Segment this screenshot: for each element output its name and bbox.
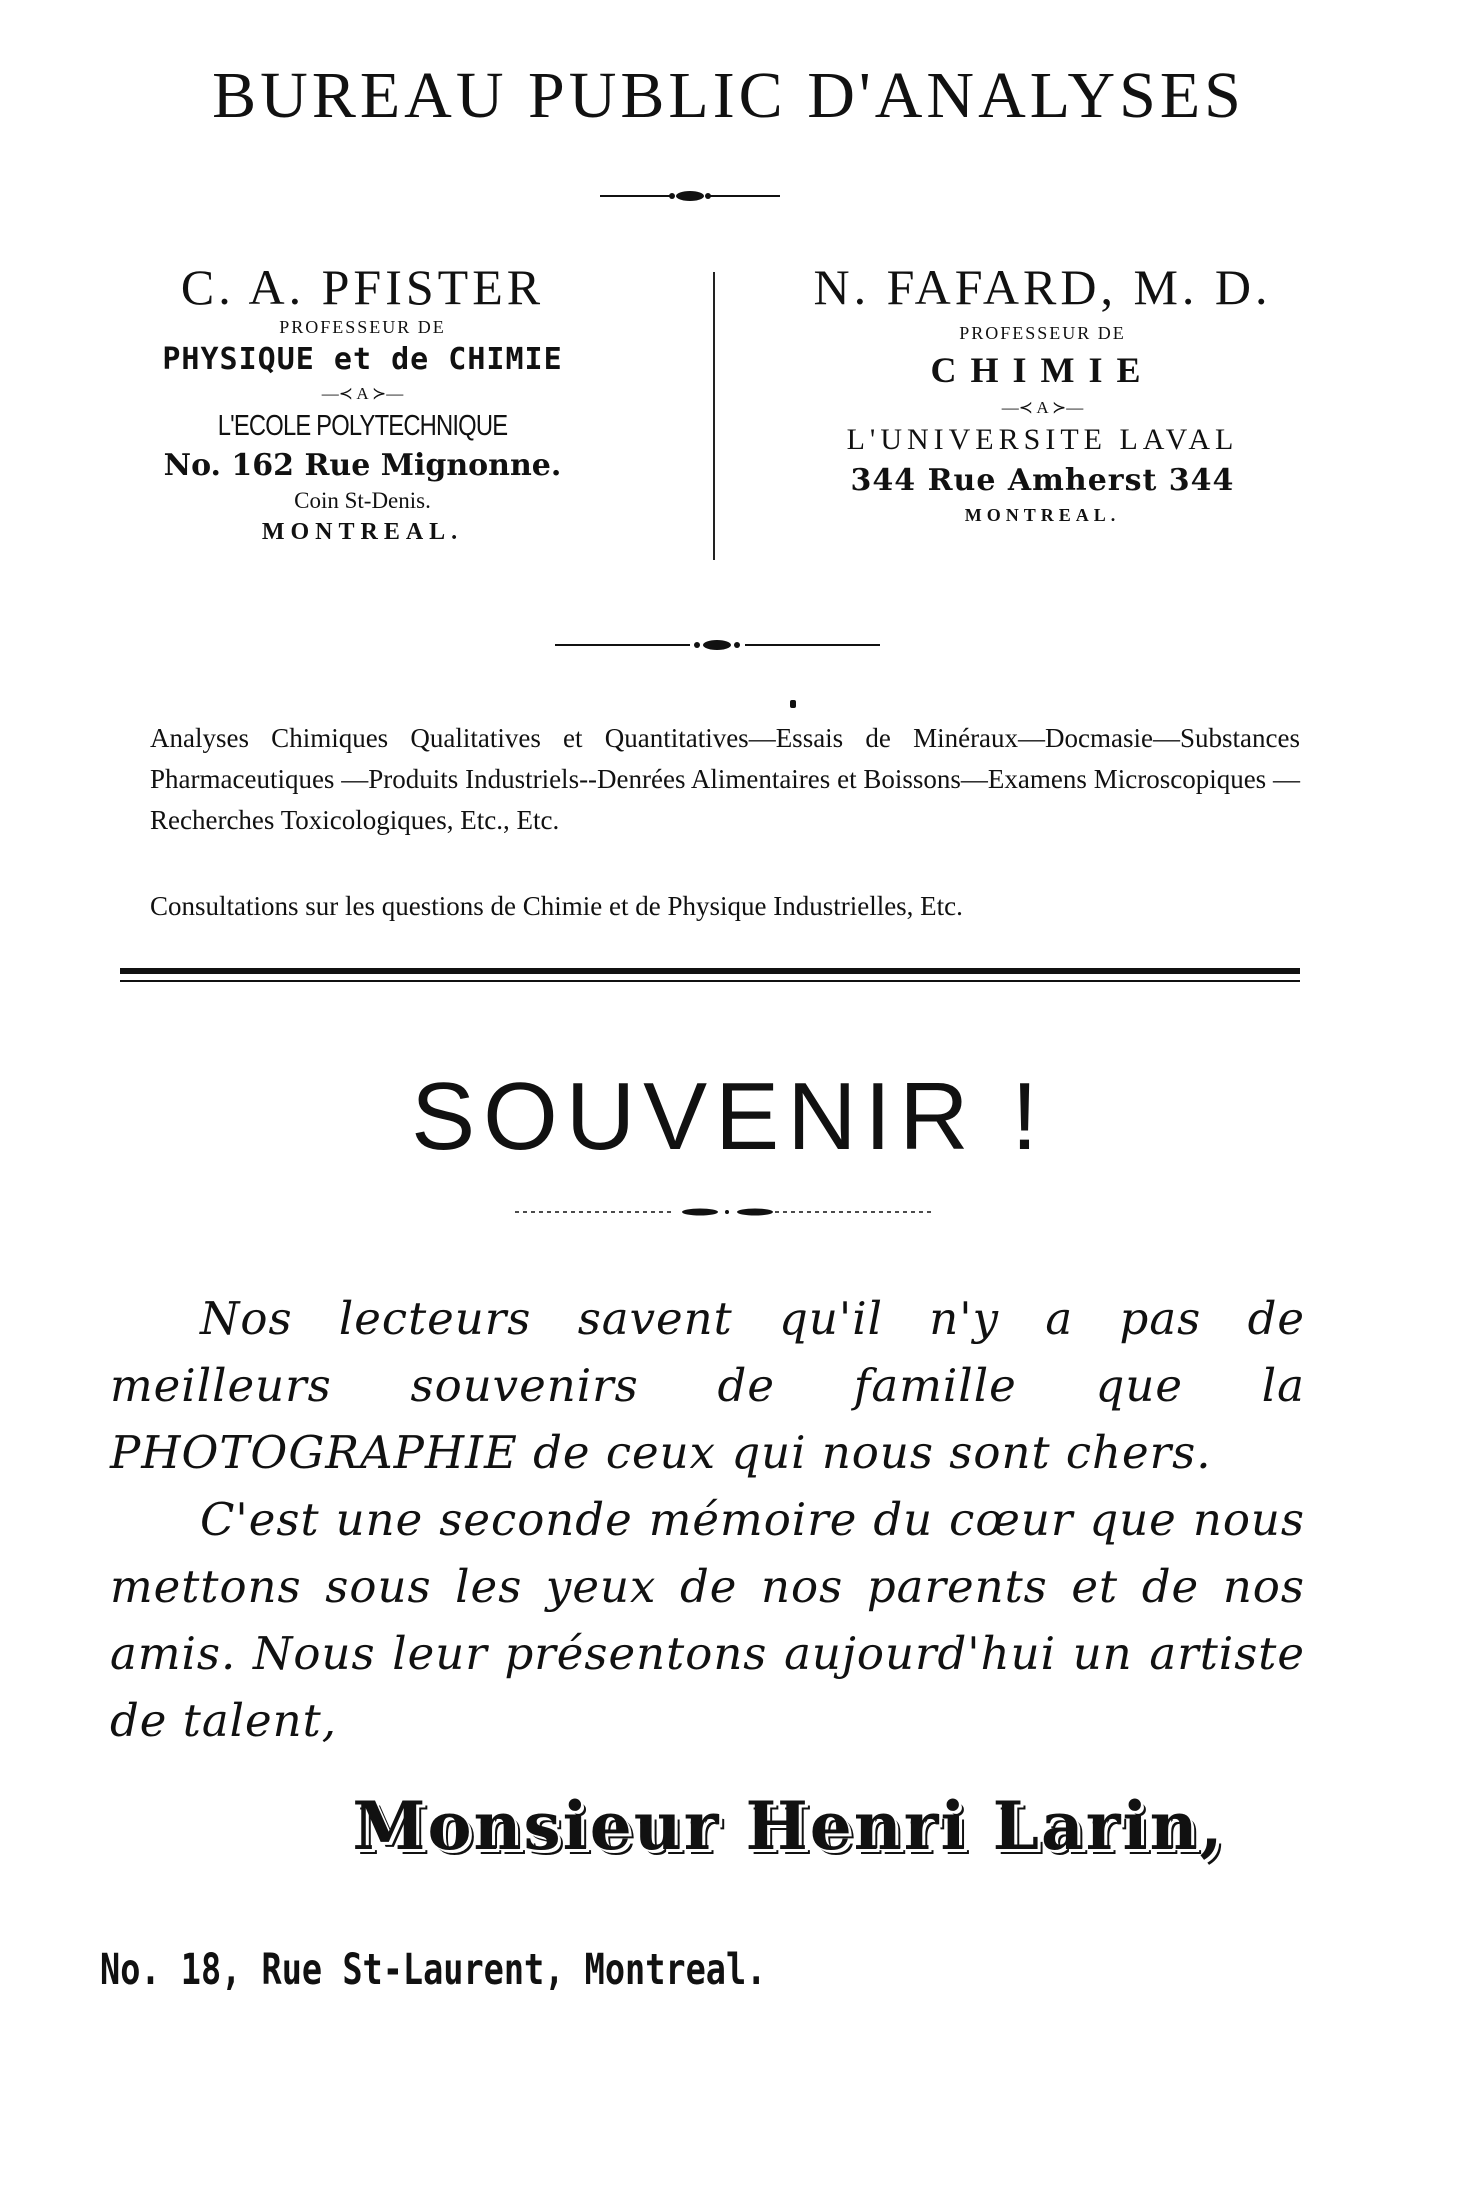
services-list: Analyses Chimiques Qualitatives et Quantitatives—Essais de Minéraux—Docmasie—Substances Pharmaceutiques —Produits Industriels--Denrées Alimentaires et Boissons—Examens Microscopiques — Recherches Toxicologiques, Etc., Etc. — [150, 723, 1300, 835]
left-professor-block — [95, 258, 630, 548]
right-a-label: A — [1036, 398, 1048, 417]
left-professor-name: C. A. PFISTER — [180, 259, 545, 315]
left-school: L'ECOLE POLYTECHNIQUE — [217, 410, 508, 442]
page-title: BUREAU PUBLIC D'ANALYSES — [212, 59, 1245, 132]
left-subject: PHYSIQUE et de CHIMIE — [162, 342, 563, 377]
right-subject: CHIMIE — [930, 350, 1155, 390]
souvenir-paragraph-1: Nos lecteurs savent qu'il n'y a pas de meilleurs souvenirs de famille que la PHOTOGRAPHIE de ceux qui nous sont chers. — [110, 1292, 1305, 1479]
ornament-divider-top — [600, 188, 780, 204]
right-a-line: —≺ A ≻— — [1001, 398, 1084, 417]
souvenir-heading: SOUVENIR ! — [411, 1063, 1046, 1170]
section-rule-thin — [120, 980, 1300, 982]
souvenir-paragraph-2: C'est une seconde mémoire du cœur que nous mettons sous les yeux de nos parents et de nos amis. Nous leur présentons aujourd'hui un artiste de talent, — [110, 1493, 1305, 1747]
artist-address: No. 18, Rue St-Laurent, Montreal. — [100, 1945, 767, 1995]
left-city: MONTREAL. — [261, 519, 464, 545]
right-address: 344 Rue Amherst 344 — [850, 463, 1235, 498]
ornament-dot — [790, 700, 796, 708]
right-professor-block — [750, 258, 1335, 528]
right-professor-label: PROFESSEUR DE — [959, 323, 1126, 343]
left-corner: Coin St-Denis. — [294, 488, 431, 513]
artist-name: Monsieur Henri Larin, — [352, 1787, 1225, 1865]
right-city: MONTREAL. — [964, 505, 1121, 525]
left-a-label: A — [356, 384, 368, 403]
consultations-line: Consultations sur les questions de Chimie et de Physique Industrielles, Etc. — [150, 891, 963, 921]
section-rule-thick — [120, 968, 1300, 974]
ornament-divider-middle — [555, 637, 880, 653]
right-school: L'UNIVERSITE LAVAL — [846, 423, 1239, 456]
left-address: No. 162 Rue Mignonne. — [163, 448, 562, 483]
souvenir-body — [110, 1285, 1305, 1754]
left-a-line: —≺ A ≻— — [321, 384, 404, 403]
left-professor-label: PROFESSEUR DE — [279, 317, 446, 337]
column-divider — [713, 272, 715, 560]
right-professor-name: N. FAFARD, M. D. — [813, 259, 1272, 315]
ornament-divider-souvenir — [515, 1205, 935, 1219]
